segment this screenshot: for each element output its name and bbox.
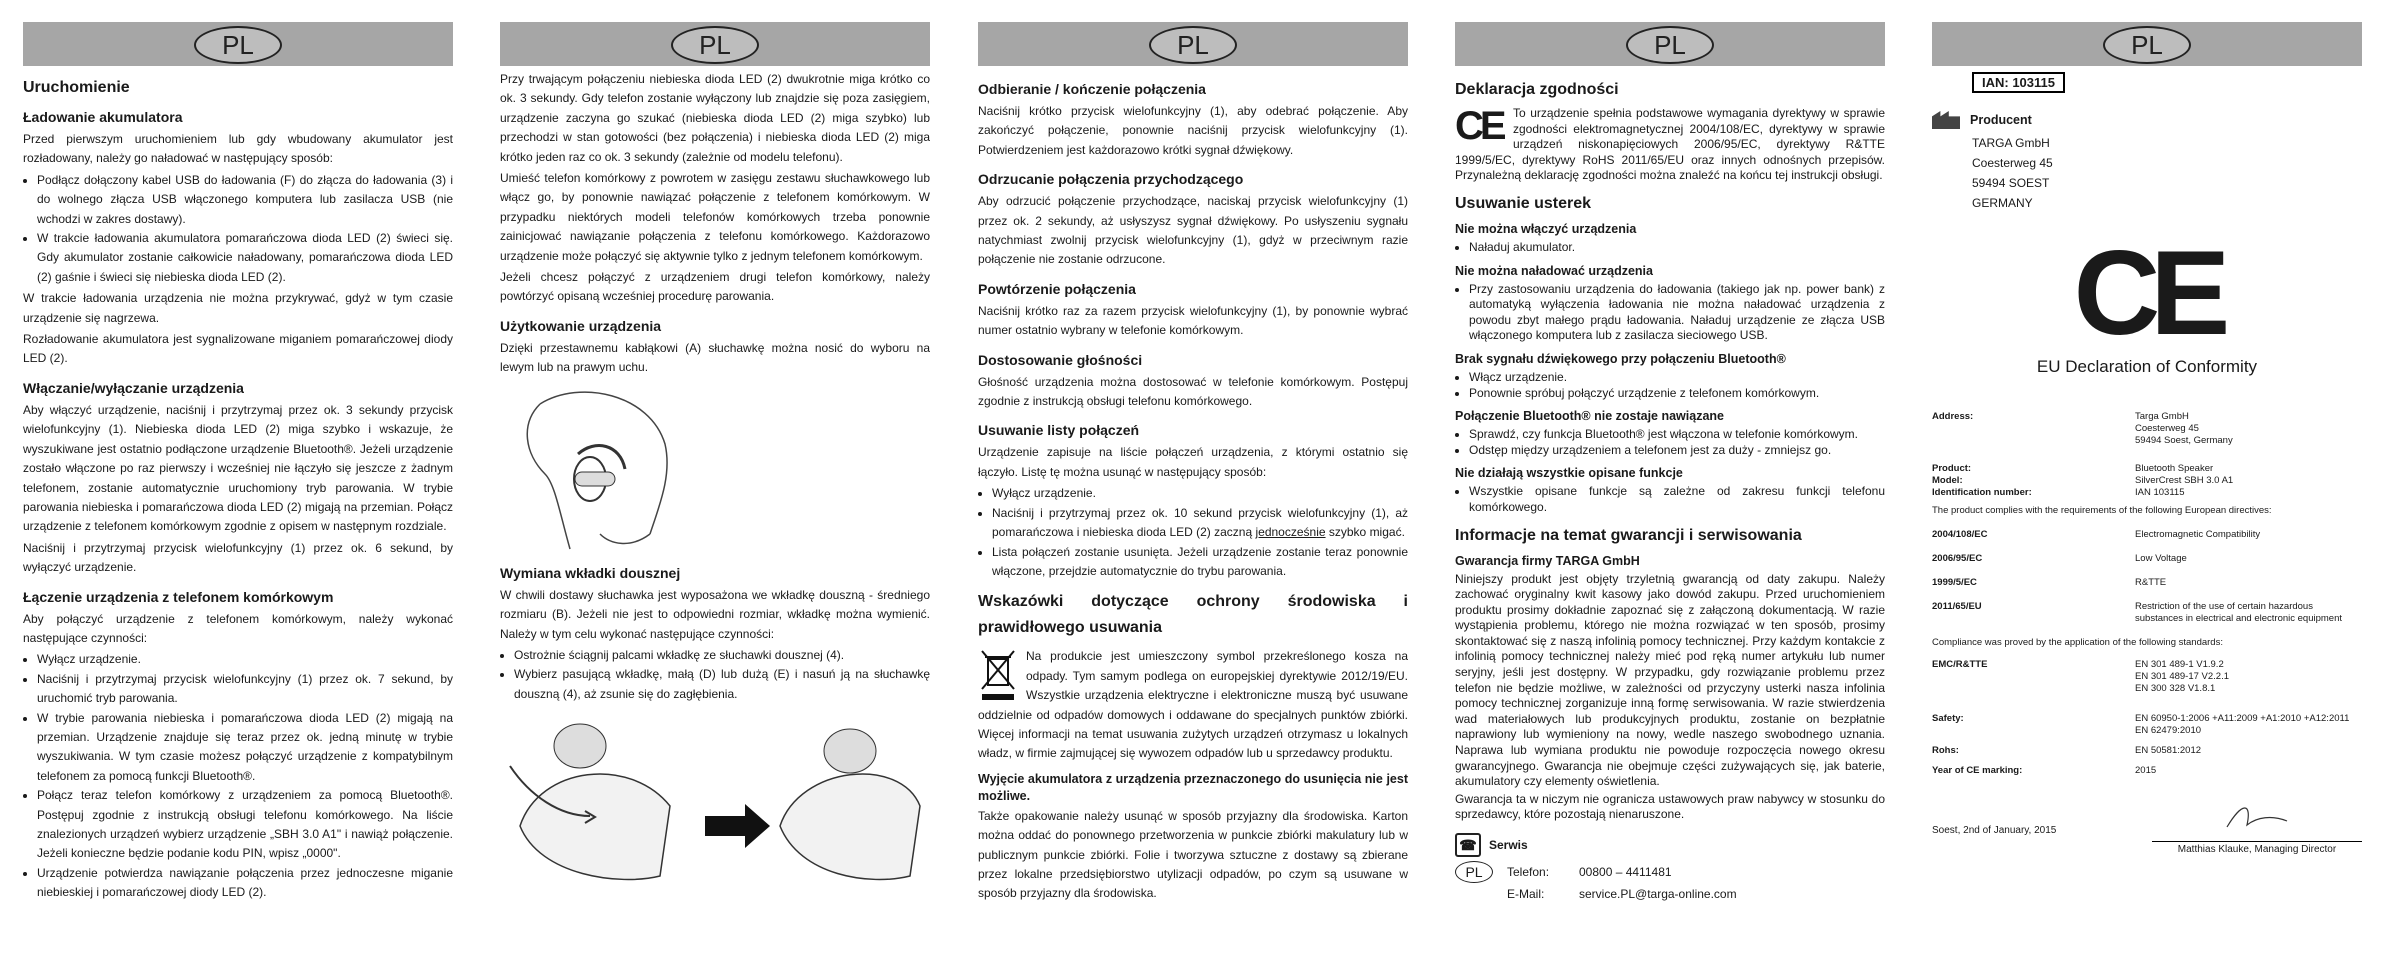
- list-item: [992, 504, 1408, 543]
- standard-group: Year of CE marking:: [1932, 765, 2023, 776]
- list: [1455, 240, 1885, 256]
- address-line: GERMANY: [1972, 196, 2033, 210]
- paragraph: Umieść telefon komórkowy z powrotem w zasięgu zestawu słuchawkowego lub włącz go, by ponownie nawiązać połączenie z telefonem komórkowym. W przypadku niektórych modeli telefonów komórkowych trzeba ponownie zainicjować nawiązanie połączenia z telefonu komórkowego. Każdorazowo urządzenie może połączyć się aktywnie tylko z jednym telefonem komórkowym.: [500, 171, 930, 263]
- language-band: [23, 22, 453, 66]
- heading: Ładowanie akumulatora: [23, 109, 183, 125]
- heading: Włączanie/wyłączanie urządzenia: [23, 379, 244, 396]
- producer-heading: Producent: [1970, 113, 2032, 127]
- heading: Dostosowanie głośności: [978, 351, 1143, 368]
- field-value: 59494 Soest, Germany: [2135, 435, 2233, 446]
- pl-badge: PL: [671, 26, 759, 64]
- list-item: • Lista połączeń zostanie usunięta. Jeżeli urządzenie zostanie teraz ponownie włączone, przejdzie automatycznie do trybu parowania.: [992, 543, 1408, 582]
- list: [1455, 484, 1885, 515]
- heading: Nie działają wszystkie opisane funkcje: [1455, 466, 1683, 481]
- field-value: SilverCrest SBH 3.0 A1: [2135, 475, 2234, 486]
- list-item: • Naciśnij i przytrzymaj przycisk wielofunkcyjny (1) przez ok. 7 sekund, by uruchomić tryb parowania.: [37, 670, 453, 709]
- paragraph: Dzięki przestawnemu kabłąkowi (A) słuchawkę można nosić do wyboru na lewym lub na prawym uchu.: [500, 340, 930, 375]
- page-column-1: [23, 22, 453, 952]
- directives-intro: The product complies with the requirements of the following European directives:: [1932, 505, 2272, 516]
- paragraph: Także opakowanie należy usunąć w sposób przyjazny dla środowiska. Karton można oddać do ponownego przetworzenia w punkcie zbiórki makulatury lub w publicznym punkcie zbiórki. Folie i tworzywa sztuczne z dostawy są zbierane przez lokalne przedsiębiorstwo utylizacji odpadów, po czym są usuwane w sposób przyjazny dla środowiska.: [978, 808, 1408, 901]
- signature-drawing: [2187, 797, 2327, 837]
- producer-address: [1972, 133, 2362, 213]
- service-block: [1455, 833, 1885, 905]
- paragraph: Naciśnij krótko raz za razem przycisk wielofunkcyjny (1), by ponownie wybrać numer ostatnio wybrany w telefonie komórkowym.: [978, 303, 1408, 338]
- paragraph: Niniejszy produkt jest objęty trzyletnią gwarancją od daty zakupu. Należy zachować oryginalny kwit kasowy jako dowód zakupu. Przed uruchomieniem produktu prosimy dokładnie zapoznać się z załączoną dokumentacją. W razie wystąpienia problemu, którego nie można rozwiązać w ten sposób, prosimy skontaktować się z naszą infolinią pomocy technicznej. Przy każdym kontakcie z infolinią pomocy technicznej należy mieć pod ręką numer artykułu lub numer seryjny, jeśli jest dostępny. W przypadku, gdy rozwiązanie problemu przez telefon nie będzie możliwe, w zależności od przyczyny usterki nasza infolinia pomocy technicznej zorganizuje inną formę serwisowania. W razie stwierdzenia wad materiałowych lub produkcyjnych produktu, zostanie on bezpłatnie naprawiony lub wymieniony na nowy, wedle naszego swobodnego uznania. Naprawa lub wymiana produktu nie powoduje rozpoczęcia nowego okresu gwarancyjnego. Gwarancja nie obejmuje części zużywających się, jak baterie, akumulatory czy elementy oświetlenia.: [1455, 571, 1885, 789]
- ce-mark-icon: CE: [1455, 104, 1503, 148]
- list-item: • Włącz urządzenie.: [1469, 370, 1885, 386]
- ear-illustration: [500, 384, 700, 554]
- standards-intro: Compliance was proved by the application of the following standards:: [1932, 637, 2223, 648]
- list-item: • Połącz teraz telefon komórkowy z urządzeniem za pomocą Bluetooth®. Postępuj zgodnie z instrukcją obsługi telefonu komórkowego. Na liście znalezionych urządzeń wybierz urządzenie „SBH 3.0 A1" i nawiąż połączenie. Jeżeli konieczne będzie podanie kodu PIN, wpisz „0000".: [37, 786, 453, 864]
- address-line: 59494 SOEST: [1972, 176, 2050, 190]
- heading-large: Wskazówki dotyczące ochrony środowiska i prawidłowego usuwania: [978, 593, 1408, 637]
- factory-icon: [1932, 111, 1960, 129]
- directive-code: 2006/95/EC: [1932, 553, 1983, 564]
- eartip-illustration: [500, 706, 930, 896]
- list-item: • W trybie parowania niebieska i pomarańczowa dioda LED (2) migają na przemian. Urządzenie znajduje się teraz przez ok. jedną minutę w trybie wyszukiwania. W tym czasie możesz połączyć urządzenie z kompatybilnym telefonem za pomocą funkcji Bluetooth®.: [37, 709, 453, 787]
- list-item: • Wybierz pasującą wkładkę, małą (D) lub dużą (E) i nasuń ją na słuchawkę douszną (4), aż zsunie się do zagłębienia.: [514, 665, 930, 704]
- heading: Nie można naładować urządzenia: [1455, 263, 1653, 278]
- underlined-text: jednocześnie: [1255, 525, 1326, 540]
- paragraph: Urządzenie zapisuje na liście połączeń urządzenia, z którymi ostatnio się łączyło. Listę tę można usunąć w następujący sposób:: [978, 445, 1408, 479]
- heading: Wymiana wkładki dousznej: [500, 564, 681, 581]
- address-line: TARGA GmbH: [1972, 136, 2050, 150]
- standard-list: EN 301 489-1 V1.9.2 EN 301 489-17 V2.2.1 EN 300 328 V1.8.1: [2135, 659, 2230, 694]
- heading: Gwarancja firmy TARGA GmbH: [1455, 553, 1640, 568]
- list: [1455, 370, 1885, 401]
- language-band: [978, 22, 1408, 66]
- pl-badge: PL: [1149, 26, 1237, 64]
- language-band: [1455, 22, 1885, 66]
- list-item: • Sprawdź, czy funkcja Bluetooth® jest włączona w telefonie komórkowym.: [1469, 427, 1885, 443]
- list-item: • Przy zastosowaniu urządzenia do ładowania (takiego jak np. power bank) z automatyką wyłączenia ładowania nie można naładować urządzenia z powodu zbyt małego prądu ładowania. Naładuj urządzenie ze złącza USB włączonego komputera lub z zasilacza sieciowego USB.: [1469, 282, 1885, 344]
- directive-name: Restriction of the use of certain hazardous substances in electrical and electronic equipment: [2135, 601, 2343, 624]
- list: [500, 646, 930, 704]
- paragraph: To urządzenie spełnia podstawowe wymagania dyrektywy w sprawie zgodności elektromagnetycznej 2004/108/EC, dyrektywy w sprawie urządzeń niskonapięciowych 2006/95/EC, dyrektywy R&TTE 1999/5/EC, dyrektywy RoHS 2011/65/EU oraz innych odnośnych przepisów. Przynależną deklarację zgodności można znaleźć na końcu tej instrukcji obsługi.: [1455, 106, 1885, 183]
- directive-name: Low Voltage: [2135, 553, 2187, 564]
- language-band: [500, 22, 930, 66]
- address-line: Coesterweg 45: [1972, 156, 2053, 170]
- list-item: • Ostrożnie ściągnij palcami wkładkę ze słuchawki dousznej (4).: [514, 646, 930, 665]
- service-label: Serwis: [1489, 838, 1528, 852]
- directive-name: R&TTE: [2135, 577, 2167, 588]
- pl-badge: PL: [194, 26, 282, 64]
- field-label: Identification number:: [1932, 487, 2032, 498]
- paragraph: W trakcie ładowania urządzenia nie można przykrywać, gdyż w tym czasie urządzenie się nagrzewa.: [23, 291, 453, 325]
- email-address: service.PL@targa-online.com: [1579, 887, 1737, 901]
- list-item: • W trakcie ładowania akumulatora pomarańczowa dioda LED (2) świeci się. Gdy akumulator zostanie całkowicie naładowany, pomarańczowa dioda LED (2) gaśnie i świeci się niebieska dioda LED (2).: [37, 229, 453, 287]
- page-column-2: [500, 22, 930, 952]
- list: [1455, 427, 1885, 458]
- list-item: • Ponownie spróbuj połączyć urządzenie z telefonem komórkowym.: [1469, 386, 1885, 402]
- heading: Informacje na temat gwarancji i serwisowania: [1455, 526, 1802, 544]
- directive-name: Electromagnetic Compatibility: [2135, 529, 2261, 540]
- paragraph: Jeżeli chcesz połączyć z urządzeniem drugi telefon komórkowy, należy powtórzyć opisaną wcześniej procedurę parowania.: [500, 270, 930, 304]
- heading: Wyjęcie akumulatora z urządzenia przeznaczonego do usunięcia nie jest możliwe.: [978, 771, 1408, 803]
- paragraph: Naciśnij krótko przycisk wielofunkcyjny (1), aby odebrać połączenie. Aby zakończyć połączenie, ponownie naciśnij przycisk wielofunkcyjny (1). Potwierdzeniem jest każdorazowo krótki sygnał dźwiękowy.: [978, 104, 1408, 157]
- paragraph: Przed pierwszym uruchomieniem lub gdy wbudowany akumulator jest rozładowany, należy go naładować w następujący sposób:: [23, 132, 453, 166]
- field-label: Model:: [1932, 475, 1963, 486]
- field-value: Coesterweg 45: [2135, 423, 2199, 434]
- eartip-exchange-drawing: [500, 706, 930, 896]
- heading: Usuwanie listy połączeń: [978, 422, 1140, 439]
- field-value: IAN 103115: [2135, 487, 2185, 498]
- heading: Odrzucanie połączenia przychodzącego: [978, 171, 1244, 188]
- section-title: Uruchomienie: [23, 79, 130, 96]
- place-date: Soest, 2nd of January, 2015: [1932, 825, 2057, 836]
- standard-group: Safety:: [1932, 713, 1964, 724]
- list-item: • Wyłącz urządzenie.: [992, 484, 1408, 503]
- heading: Połączenie Bluetooth® nie zostaje nawiązane: [1455, 409, 1724, 424]
- standard-group: EMC/R&TTE: [1932, 659, 1988, 670]
- field-value: Targa GmbH: [2135, 411, 2189, 422]
- standard-list: EN 60950-1:2006 +A11:2009 +A1:2010 +A12:2011 EN 62479:2010: [2135, 713, 2350, 736]
- email-label: E-Mail:: [1507, 887, 1545, 901]
- standard-list: EN 50581:2012: [2135, 745, 2202, 756]
- head-with-headset-drawing: [500, 384, 700, 554]
- directive-code: 2004/108/EC: [1932, 529, 1988, 540]
- standard-list: 2015: [2135, 765, 2157, 776]
- phone-number: 00800 – 4411481: [1579, 865, 1672, 879]
- heading: Użytkowanie urządzenia: [500, 317, 662, 334]
- pl-badge: PL: [2103, 26, 2191, 64]
- heading: Nie można włączyć urządzenia: [1455, 221, 1637, 236]
- text-fragment: Naciśnij i przytrzymaj przez ok. 10 sekund przycisk wielofunkcyjny (1), aż pomarańczowa i niebieska dioda LED (2) zaczną: [992, 505, 1408, 540]
- declaration-table: [1932, 411, 2362, 856]
- eu-declaration-title: EU Declaration of Conformity: [2036, 357, 2258, 376]
- signature-block: [1932, 797, 2362, 856]
- ian-box: IAN: 103115: [1972, 72, 2065, 93]
- signer-name: Matthias Klauke, Managing Director: [2152, 841, 2362, 856]
- page-column-5: [1932, 22, 2362, 952]
- paragraph: Naciśnij i przytrzymaj przycisk wielofunkcyjny (1) przez ok. 6 sekund, by wyłączyć urządzenie.: [23, 540, 453, 575]
- heading: Powtórzenie połączenia: [978, 280, 1136, 297]
- paragraph: Głośność urządzenia można dostosować w telefonie komórkowym. Postępuj zgodnie z instrukcją obsługi telefonu komórkowego.: [978, 374, 1408, 409]
- list-item: • Wyłącz urządzenie.: [37, 650, 453, 669]
- directive-code: 1999/5/EC: [1932, 577, 1977, 588]
- paragraph: Aby włączyć urządzenie, naciśnij i przytrzymaj przez ok. 3 sekundy przycisk wielofunkcyjny (1). Niebieska dioda LED (2) miga szybko i wskazuje, że wyszukiwane jest ostatnio podłączone urządzenie Bluetooth®. Jeżeli urządzenie zostało włączone po raz pierwszy i wcześniej nie łączyło się jeszcze z żadnym telefonem, zostanie automatycznie uruchomiony tryb parowania. W trybie parowania niebieska i pomarańczowa dioda LED (2) migają na przemian. Połącz urządzenie z telefonem komórkowym zgodnie z opisem w następnym rozdziale.: [23, 402, 453, 534]
- heading: Łączenie urządzenia z telefonem komórkowym: [23, 588, 334, 605]
- list: [1455, 282, 1885, 344]
- pl-badge: PL: [1626, 26, 1714, 64]
- heading: Odbieranie / kończenie połączenia: [978, 81, 1206, 97]
- list: [23, 650, 453, 902]
- crossed-bin-icon: [978, 647, 1018, 701]
- heading: Deklaracja zgodności: [1455, 81, 1619, 98]
- phone-icon: ☎: [1455, 833, 1481, 857]
- paragraph: Aby połączyć urządzenie z telefonem komórkowym, należy wykonać następujące czynności:: [23, 611, 453, 645]
- paragraph: W chwili dostawy słuchawka jest wyposażona we wkładkę douszną - średniego rozmiaru (B). Jeżeli nie jest to odpowiedni rozmiar, wkładkę można wymienić. Należy w tym celu wykonać następujące czynności:: [500, 587, 930, 641]
- list: [23, 171, 453, 287]
- page-column-3: [978, 22, 1408, 952]
- list: [978, 484, 1408, 581]
- paragraph: Rozładowanie akumulatora jest sygnalizowane miganiem pomarańczowej diody LED (2).: [23, 332, 453, 366]
- paragraph: Aby odrzucić połączenie przychodzące, naciskaj przycisk wielofunkcyjny (1) przez ok. 2 sekundy, aż usłyszysz sygnał dźwiękowy. Po usłyszeniu sygnału natychmiast zwolnij przycisk wielofunkcyjny (1), gdyż w przeciwnym razie połączenie nie zostanie odrzucone.: [978, 194, 1408, 267]
- standard-group: Rohs:: [1932, 745, 1959, 756]
- language-band: [1932, 22, 2362, 66]
- field-label: Address:: [1932, 411, 1974, 422]
- text-fragment: szybko migać.: [1325, 525, 1405, 540]
- paragraph: Na produkcie jest umieszczony symbol przekreślonego kosza na odpady. Tym samym podlega on europejskiej dyrektywie 2012/19/EU. Wszystkie urządzenia elektryczne i elektroniczne muszą być usuwane oddzielnie od odpadów domowych i oddawane do specjalnych punktów zbiórki. Więcej informacji na temat usuwania zużytych urządzeń otrzymasz u lokalnych władz, w firmie zajmującej się wywozem odpadów lub u sprzedawcy produktu.: [978, 649, 1408, 761]
- paragraph: Gwarancja ta w niczym nie ogranicza ustawowych praw nabywcy w stosunku do sprzedawcy, które pozostają nienaruszone.: [1455, 791, 1885, 822]
- heading: Usuwanie usterek: [1455, 194, 1592, 212]
- heading: Brak sygnału dźwiękowego przy połączeniu Bluetooth®: [1455, 351, 1786, 366]
- list-item: • Odstęp między urządzeniem a telefonem jest za duży - zmniejsz go.: [1469, 443, 1885, 459]
- ce-mark-logo: CE: [2073, 226, 2221, 360]
- pl-badge-small: PL: [1455, 861, 1493, 883]
- list-item: • Urządzenie potwierdza nawiązanie połączenia przez jednoczesne miganie niebieskiej i pomarańczowej diody LED (2).: [37, 864, 453, 903]
- field-label: Product:: [1932, 463, 1972, 474]
- field-value: Bluetooth Speaker: [2135, 463, 2214, 474]
- phone-label: Telefon:: [1507, 865, 1550, 879]
- list-item: • Wszystkie opisane funkcje są zależne od zakresu funkcji telefonu komórkowego.: [1469, 484, 1885, 515]
- paragraph: Przy trwającym połączeniu niebieska dioda LED (2) dwukrotnie miga krótko co ok. 3 sekundy. Gdy telefon zostanie wyłączony lub znajdzie się poza zasięgiem, urządzenie zaczyna go szukać (niebieska dioda LED (2) miga szybko) lub przechodzi w stan gotowości (bez połączenia) i niebieska dioda LED (2) miga krótko jeden raz co ok. 3 sekundy (zależnie od modelu telefonu).: [500, 72, 930, 164]
- directive-code: 2011/65/EU: [1932, 601, 1982, 612]
- list-item: • Podłącz dołączony kabel USB do ładowania (F) do złącza do ładowania (3) i do wolnego złącza USB włączonego komputera lub zasilacza USB (nie wchodzi w zakres dostawy).: [37, 171, 453, 229]
- list-item: • Naładuj akumulator.: [1469, 240, 1885, 256]
- page-column-4: [1455, 22, 1885, 952]
